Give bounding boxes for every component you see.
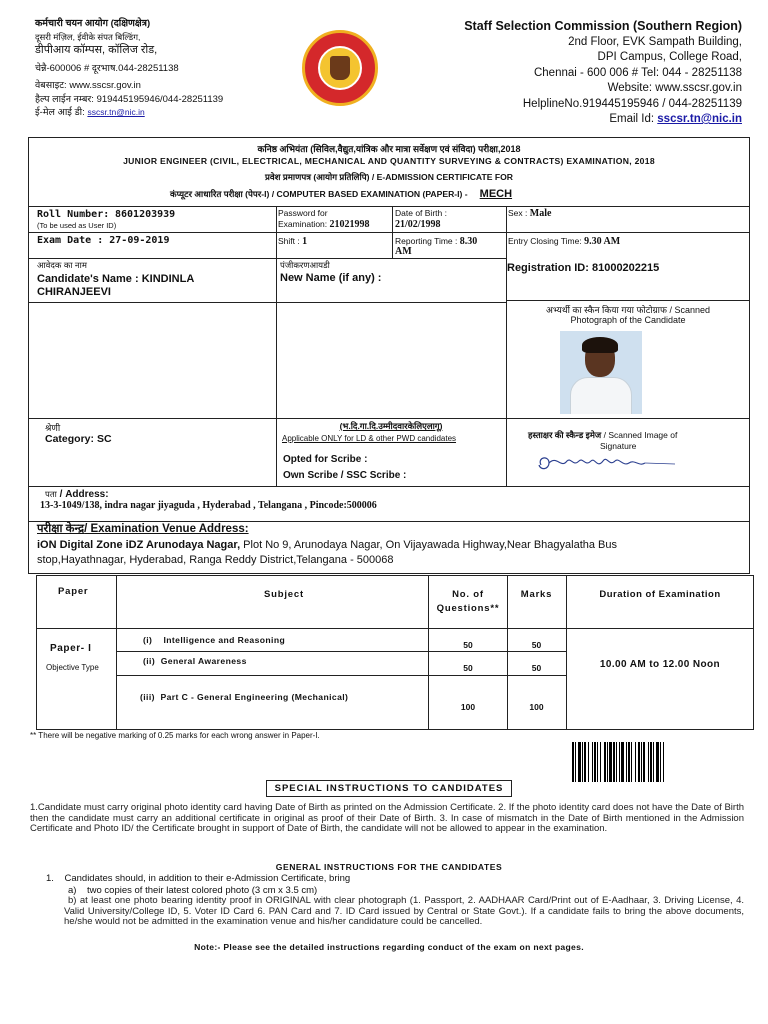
subject-row: (ii) General Awareness	[143, 656, 247, 666]
candidate-name-line2: CHIRANJEEVI	[37, 286, 111, 298]
category-hindi-label: श्रेणी	[45, 423, 61, 433]
signature-caption: हस्ताक्षर की स्कैन्ड इमेज / Scanned Image of	[528, 430, 678, 440]
paper-type: Objective Type	[46, 663, 99, 672]
roll-barcode	[572, 742, 748, 782]
special-instructions-text: 1.Candidate must carry original photo identity card having Date of Birth as printed on the Admission Certificate. 2. If the photo identity card does not have the Date of Birth then the candidate must carry an additional certificate in original as proof of their Date of Birth. 3. In case of mismatch in the Date of Birth mentioned in the Admission Certificate and Photo ID/ the Certificate brought in support of Date of Birth, the candidate will not be allowed to appear in the examination.	[30, 802, 744, 834]
stream-value: MECH	[479, 188, 513, 200]
helpline-line: HelplineNo.919445195946 / 044-28251139	[522, 97, 742, 110]
exam-hindi-title: कनिष्ठ अभियंता (सिविल,वैद्युत,यांत्रिक और मात्रा सर्वेक्षण एवं संविदा) परीक्षा,2018	[257, 144, 521, 154]
cbe-line: कंप्यूटर आधारित परीक्षा (पेपर-I) / COMPUTER BASED EXAMINATION (PAPER-I) - MECH	[170, 188, 513, 200]
roll-number-label: Roll Number:	[37, 209, 110, 220]
general-note: Note:- Please see the detailed instructions regarding conduct of the exam on next pages.	[194, 942, 584, 952]
venue-address: iON Digital Zone iDZ Arunodaya Nagar, Plot No 9, Arunodaya Nagar, On Vijayawada Highway,Near Bhagyalatha Bus	[37, 539, 617, 551]
entry-closing-field: Entry Closing Time: 9.30 AM	[508, 236, 621, 247]
reporting-time-field: Reporting Time : 8.30	[395, 236, 478, 247]
password-label-line2: Examination: 21021998	[278, 219, 370, 230]
hindi-website-line: वेबसाइट: www.sscsr.gov.in	[35, 80, 141, 91]
address-value: 13-3-1049/138, indra nagar jiyaguda , Hyderabad , Telangana , Pincode:500006	[40, 500, 377, 511]
dob-label: Date of Birth :	[395, 208, 447, 218]
signature-caption-line2: Signature	[600, 441, 637, 451]
header-marks: Marks	[520, 589, 553, 600]
general-instruction-b: b) at least one photo bearing identity proof in ORIGINAL with clear photograph (1. Passport, 2. AADHAAR Card/Print out of E-Aadhaar, 3. Driving License, 4. Valid University/College ID, 5. Voter ID Card 6. PAN Card and 7. ID Card issued by Central or State Govt.). If a candidate fails to bring the above documents, he/she would not be admitted in the examination venue and his/her candidature could be cancelled.	[64, 895, 744, 927]
special-instructions-title: SPECIAL INSTRUCTIONS TO CANDIDATES	[266, 780, 512, 797]
roll-number-value: 8601203939	[115, 209, 176, 220]
address-label: पता / Address:	[45, 489, 109, 500]
exam-title: JUNIOR ENGINEER (CIVIL, ELECTRICAL, MECHANICAL AND QUANTITY SURVEYING & CONTRACTS) EXAMINATION, 2018	[123, 156, 655, 166]
negative-marking-note: ** There will be negative marking of 0.25 marks for each wrong answer in Paper-I.	[30, 731, 320, 740]
website-line: Website: www.sscsr.gov.in	[607, 82, 742, 94]
certificate-line: प्रवेश प्रमाणपत्र (आयोग प्रतिलिपि) / E-ADMISSION CERTIFICATE FOR	[264, 172, 514, 182]
general-instruction-1: 1. Candidates should, in addition to their e-Admission Certificate, bring	[46, 873, 351, 884]
registration-id-field: Registration ID: 81000202215	[507, 262, 660, 274]
general-instructions-title: GENERAL INSTRUCTIONS FOR THE CANDIDATES	[275, 862, 503, 872]
hindi-phone-line: चेन्नै-600006 # दूरभाष.044-28251138	[35, 62, 179, 74]
hindi-email-line: ई-मेल आई डी: sscsr.tn@nic.in	[35, 107, 145, 118]
header-questions: Questions**	[436, 603, 500, 614]
phone-line: Chennai - 600 006 # Tel: 044 - 28251138	[533, 66, 742, 79]
header-left-block	[35, 17, 223, 120]
hindi-helpline-line: हैल्प लाईन नम्बर: 919445195946/044-28251139	[35, 93, 224, 105]
category-field: Category: SC	[45, 433, 112, 445]
marks-cell: 50	[531, 663, 542, 673]
password-value: 21021998	[329, 219, 370, 230]
candidate-signature	[535, 451, 685, 475]
password-label: Password for	[278, 208, 328, 218]
reporting-time-ampm: AM	[395, 246, 412, 257]
questions-cell: 50	[463, 663, 473, 673]
exam-date-field: Exam Date : 27-09-2019	[37, 235, 170, 246]
new-name-label: New Name (if any) :	[280, 272, 382, 284]
email-link[interactable]: sscsr.tn@nic.in	[657, 113, 742, 125]
name-hindi-label: आवेदक का नाम	[37, 260, 87, 270]
hindi-address-line: डीपीआय कॉम्पस, कॉलिज रोड,	[35, 44, 158, 56]
venue-address-line2: stop,Hayathnagar, Hyderabad, Ranga Reddy District,Telangana - 500068	[37, 554, 394, 566]
header-no-of: No. of	[452, 589, 484, 600]
header-duration: Duration of Examination	[599, 589, 721, 600]
header-subject: Subject	[264, 589, 304, 600]
marks-cell: 50	[531, 640, 542, 650]
marks-cell: 100	[529, 702, 544, 712]
ssc-emblem-logo	[302, 30, 378, 106]
address-line: 2nd Floor, EVK Sampath Building,	[568, 35, 742, 48]
questions-cell: 100	[460, 702, 476, 712]
address-line: DPI Campus, College Road,	[597, 51, 742, 63]
header-right-block	[464, 19, 742, 128]
sex-field: Sex : Male	[508, 208, 552, 219]
email-line: Email Id: sscsr.tn@nic.in	[609, 113, 742, 125]
scribe-label: Opted for Scribe :	[283, 454, 368, 465]
new-name-hindi-label: पंजीकरणआयडी	[280, 260, 330, 270]
header-paper: Paper	[58, 586, 89, 597]
pwd-note: Applicable ONLY for LD & other PWD candidates	[282, 434, 457, 443]
org-name: Staff Selection Commission (Southern Region)	[464, 19, 742, 33]
hindi-address-line: दूसरी मंज़िल, ईवीके संपत बिल्डिंग,	[35, 31, 141, 42]
dob-value: 21/02/1998	[395, 219, 441, 230]
shift-field: Shift : 1	[278, 236, 308, 247]
duration-value: 10.00 AM to 12.00 Noon	[599, 659, 721, 670]
paper-name: Paper- I	[50, 643, 92, 654]
subject-row: (iii) Part C - General Engineering (Mechanical)	[140, 692, 349, 702]
hindi-org-name: कर्मचारी चयन आयोग (दक्षिणक्षेत्र)	[35, 18, 151, 29]
own-scribe-label: Own Scribe / SSC Scribe :	[283, 470, 407, 481]
photo-caption: अभ्यर्थी का स्कैन किया गया फोटोग्राफ / Scanned	[545, 305, 710, 315]
questions-cell: 50	[463, 640, 473, 650]
subject-row: (i) Intelligence and Reasoning	[143, 635, 286, 645]
photo-caption-line2: Photograph of the Candidate	[570, 315, 686, 325]
email-link[interactable]: sscsr.tn@nic.in	[87, 107, 145, 117]
general-instruction-a: a) two copies of their latest colored photo (3 cm x 3.5 cm)	[68, 885, 318, 896]
candidate-photo	[560, 331, 642, 414]
roll-number-note: (To be used as User ID)	[37, 221, 117, 230]
pwd-hindi-label: (भ.दि.गा.दि.उम्मीदवारकेलिएलागू)	[339, 421, 443, 431]
candidate-name-field: Candidate's Name : KINDINLA	[37, 273, 195, 285]
venue-label: परीक्षा केन्द्र/ Examination Venue Address:	[37, 523, 249, 535]
